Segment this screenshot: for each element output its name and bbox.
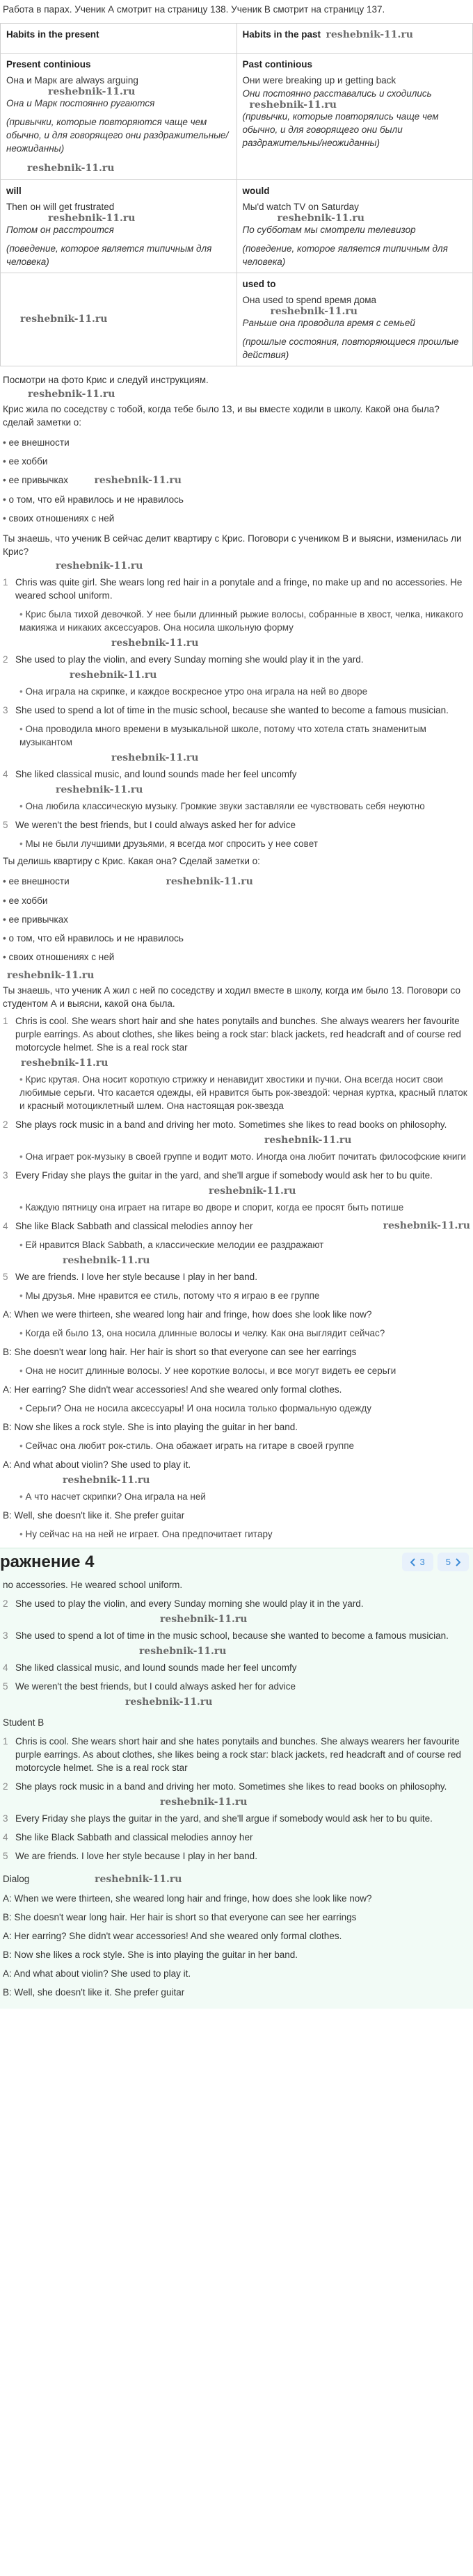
list-item: 3 Every Friday she plays the guitar in the yard, and she'll argue if somebody would ask her to bu quite. (3, 1813, 433, 1824)
watermark: reshebnik-11.ru (209, 1185, 296, 1197)
cell-would: would Mы'd watch TV on Saturday reshebnik-11.ru По субботам мы смотрели телевизор (поведение, которое является типичным для человека) (236, 180, 473, 273)
watermark: reshebnik-11.ru (160, 1614, 248, 1625)
translation: • Когда ей было 13, она носила длинные волосы и челку. Как она выглядит сейчас? (19, 1328, 385, 1338)
cell-used-to: used to Она used to spend время дома reshebnik-11.ru Раньше она проводила время с семьей (прошлые состояния, повторяющиеся прошлые действия) (236, 273, 473, 366)
watermark: reshebnik-11.ru (111, 638, 199, 649)
cell-past-continuous: Past continious Они were breaking up и getting back Они постоянно расставались и сходились reshebnik-11.ru (привычки, которые повторялись чаще чем обычно, и для говорящего они были раздражительны/неожиданны) (236, 54, 473, 180)
look-instruction: Посмотри на фото Крис и следуй инструкциям. (3, 375, 209, 385)
translation: • Мы друзья. Мне нравится ее стиль, потому что я играю в ее группе (19, 1290, 320, 1301)
exercise-4-section: ражнение 4 3 5 no accessories. He weared school uniform. 2 She used to play the violin, and every Sunday morning she would play it in the yard. reshebnik-11.ru 3 She used to spend a lot of time in the music school, because she wanted to become a famous musician. reshebnik-11.ru 4 She liked classical music, and lound sounds made her feel uncomfy 5 We weren't the best friends, but I could always asked her for advice reshebnik-11.ru Student B 1 Chris is cool. She wears short hair and she hates ponytails and bunches. She always wearers her favourite purple earrings. As about clothes, she likes being a rock star: black jackets, red headcraft and of course red motorcycle helmet. She is a real rock star 2 She plays rock music in a band and driving her moto. Sometimes she likes to read books on philosophy. reshebnik-11.ru 3 Every Friday she plays the guitar in the yard, and she'll argue if somebody would ask her to bu quite. 4 She like Black Sabbath and classical melodies annoy her 5 We are friends. I love her style because I play in her band. Dialog reshebnik-11.ru A: When we were thirteen, she weared long hair and fringe, how does she look like now? B: She doesn't wear long hair. Her hair is short so that everyone can see her earrings A: Her earring? She didn't wear accessories! And she weared only formal clothes. B: Now she likes a rock style. She is into playing the guitar in her band. A: And what about violin? She used to play it. B: Well, she doesn't like it. She prefer guitar (0, 1548, 473, 2009)
list-item: 5 We weren't the best friends, but I could always asked her for advice (3, 820, 296, 830)
list-item: 3 She used to spend a lot of time in the music school, because she wanted to become a famous musician. (3, 705, 449, 715)
watermark: reshebnik-11.ru (56, 784, 143, 795)
watermark: reshebnik-11.ru (20, 314, 108, 325)
translation: • Крис крутая. Она носит короткую стрижку и ненавидит хвостики и пучки. Она всегда носит свои любимые серьги. Что касается одежды, ей нравится быть рок-звездой: черная куртка, красный платок и красный мотоциклетный шлем. Она настоящая рок-звезда (19, 1074, 467, 1111)
watermark: reshebnik-11.ru (139, 1646, 227, 1657)
notes-list-b (0, 875, 473, 964)
translation: • Она играла на скрипке, и каждое воскресное утро она играла на ней во дворе (19, 686, 368, 697)
translation: • Серьги? Она не носила аксессуары! И она носила только формальную одежду (19, 1403, 372, 1413)
list-item: 3 Every Friday she plays the guitar in the yard, and she'll argue if somebody would ask her to bu quite. (3, 1170, 433, 1181)
list-item: 4 She like Black Sabbath and classical melodies annoy her reshebnik-11.ru (3, 1220, 470, 1231)
task-text: Работа в парах. Ученик А смотрит на страницу 138. Ученик В смотрит на страницу 137. (3, 4, 385, 15)
translation: • Она проводила много времени в музыкальной школе, потому что хотела стать знаменитым музыкантом (19, 724, 426, 747)
list-item: 4 She like Black Sabbath and classical melodies annoy her (3, 1832, 253, 1842)
translation: • Сейчас она любит рок-стиль. Она обажает играть на гитаре в своей группе (19, 1441, 355, 1451)
translation: • А что насчет скрипки? Она играла на ней (19, 1491, 206, 1502)
watermark: reshebnik-11.ru (48, 213, 136, 224)
translation: • Ну сейчас на на ней не играет. Она предпочитает гитару (19, 1529, 273, 1539)
watermark: reshebnik-11.ru (28, 389, 115, 400)
translation: • Крис была тихой девочкой. У нее были длинный рыжие волосы, собранные в хвост, челка, никакого макияжа и никаких аксессуаров. Она носила школьную форму (19, 609, 463, 633)
watermark: reshebnik-11.ru (7, 970, 95, 981)
habits-table (0, 23, 473, 366)
student-b-answers (0, 1012, 473, 1305)
translation: • Каждую пятницу она играет на гитаре во дворе и спорит, когда ее просят быть потише (19, 1202, 404, 1213)
cell-will: will Then он will get frustrated reshebnik-11.ru Потом он расстроится (поведение, которое является типичным для человека) (1, 180, 237, 273)
watermark: reshebnik-11.ru (21, 1058, 109, 1069)
watermark: reshebnik-11.ru (63, 1475, 150, 1486)
list-item: 5 We weren't the best friends, but I could always asked her for advice (3, 1681, 296, 1692)
watermark: reshebnik-11.ru (56, 560, 143, 572)
translation: • Она играет рок-музыку в своей группе и водит мото. Иногда она любит почитать философские книги (19, 1151, 466, 1162)
list-item: 4 She liked classical music, and lound sounds made her feel uncomfy (3, 769, 297, 779)
translation: • Она не носит длинные волосы. У нее короткие волосы, и все могут видеть ее серьги (19, 1366, 396, 1376)
list-item: • ее хобби (3, 894, 473, 907)
section-header (0, 1548, 473, 1575)
dialog-1: A: When we were thirteen, she weared long hair and fringe, how does she look like now? • Когда ей было 13, она носила длинные волосы и челку. Как она выглядит сейчас? B: She doesn't wear long hair. Her hair is short so that everyone can see her earrings • Она не носит длинные волосы. У нее короткие волосы, и все могут видеть ее серьги A: Her earring? She didn't wear accessories! And she weared only formal clothes. • Серьги? Она не носила аксессуары! И она носила только формальную одежду B: Now she likes a rock style. She is into playing the guitar in her band. • Сейчас она любит рок-стиль. Она обажает играть на гитаре в своей группе A: And what about violin? She used to play it. reshebnik-11.ru • А что насчет скрипки? Она играла на ней B: Well, she doesn't like it. She prefer guitar • Ну сейчас на на ней не играет. Она предпочитает гитару (0, 1305, 473, 1544)
watermark: reshebnik-11.ru (326, 29, 413, 40)
watermark: reshebnik-11.ru (160, 1797, 248, 1808)
watermark: reshebnik-11.ru (94, 475, 182, 486)
list-item: • ее привычках (3, 913, 473, 926)
question-a: Крис жила по соседству с тобой, когда тебе было 13, и вы вместе ходили в школу. Какой она была? сделай заметки о: (3, 404, 440, 428)
list-item: 5 We are friends. I love her style because I play in her band. (3, 1272, 257, 1282)
watermark: reshebnik-11.ru (264, 1135, 352, 1146)
watermark: reshebnik-11.ru (270, 306, 358, 317)
section-title: ражнение 4 (0, 1553, 95, 1571)
watermark: reshebnik-11.ru (63, 1255, 150, 1266)
list-item: 2 She used to play the violin, and every Sunday morning she would play it in the yard. (3, 654, 364, 665)
dialog-label: Dialog (3, 1874, 30, 1884)
notes-list-a (0, 436, 473, 525)
list-item: • ее хобби (3, 455, 473, 468)
question-b: Ты делишь квартиру с Крис. Какая она? Сделай заметки о: (3, 856, 260, 866)
watermark: reshebnik-11.ru (277, 213, 364, 224)
list-item: 5 We are friends. I love her style because I play in her band. (3, 1851, 257, 1861)
question-a2: Ты знаешь, что ученик В сейчас делит квартиру с Крис. Поговори с учеником В и выясни, изменилась ли Крис? (3, 533, 462, 557)
watermark: reshebnik-11.ru (166, 876, 253, 887)
watermark: reshebnik-11.ru (70, 670, 157, 681)
watermark: reshebnik-11.ru (27, 163, 115, 174)
pager (402, 1553, 469, 1571)
table-head-present: Habits in the present (1, 24, 237, 54)
list-item: 3 She used to spend a lot of time in the music school, because she wanted to become a famous musician. (3, 1630, 449, 1641)
list-item: 2 She plays rock music in a band and driving her moto. Sometimes she likes to read books on philosophy. (3, 1119, 447, 1130)
watermark: reshebnik-11.ru (383, 1220, 470, 1231)
watermark: reshebnik-11.ru (249, 99, 337, 111)
list-item: • о том, что ей нравилось и не нравилось (3, 932, 473, 945)
list-item: 4 She liked classical music, and lound sounds made her feel uncomfy (3, 1662, 297, 1673)
chevron-right-icon (455, 1558, 460, 1566)
watermark: reshebnik-11.ru (48, 86, 136, 97)
cell-empty (1, 273, 237, 366)
watermark: reshebnik-11.ru (111, 752, 199, 763)
question-b2: Ты знаешь, что ученик А жил с ней по соседству и ходил вместе в школу, когда им было 13. Поговори со студентом А и выясни, какой она была. (3, 985, 460, 1009)
list-item: 1 Chris is cool. She wears short hair and she hates ponytails and bunches. She always wearers her favourite purple earrings. As about clothes, she likes being a rock star: black jackets, red headcraft and of course red motorcycle helmet. She is a real rock star (3, 1736, 461, 1773)
list-item: • своих отношениях с ней (3, 512, 473, 525)
list-item: 1 Chris was quite girl. She wears long red hair in a ponytale and a fringe, no make up and no accessories. He weared school uniform. (3, 577, 463, 601)
translation: • Ей нравится Black Sabbath, а классические мелодии ее раздражают (19, 1240, 324, 1250)
list-item: 2 She plays rock music in a band and driving her moto. Sometimes she likes to read books on philosophy. (3, 1781, 447, 1792)
list-item: • ее внешности (3, 436, 473, 449)
student-b-label: Student B (3, 1717, 45, 1728)
prev-exercise-button[interactable]: 3 (402, 1553, 433, 1571)
list-item: • своих отношениях с ней (3, 950, 473, 964)
watermark: reshebnik-11.ru (95, 1874, 182, 1885)
student-a-answers (0, 573, 473, 853)
chevron-left-icon (410, 1558, 416, 1566)
list-item: 2 She used to play the violin, and every Sunday morning she would play it in the yard. (3, 1598, 364, 1609)
list-item: • ее привычках reshebnik-11.ru (3, 473, 473, 487)
next-exercise-button[interactable]: 5 (438, 1553, 469, 1571)
cell-present-continuous: Present continious Она и Марк are always arguing reshebnik-11.ru Она и Марк постоянно ругаются (привычки, которые повторяются чаще чем обычно, и для говорящего они раздражительные/неожиданны) reshebnik-11.ru (1, 54, 237, 180)
table-head-past: Habits in the past reshebnik-11.ru (236, 24, 473, 54)
translation: • Она любила классическую музыку. Громкие звуки заставляли ее чувствовать себя неуютно (19, 801, 425, 811)
list-item: • о том, что ей нравилось и не нравилось (3, 493, 473, 506)
watermark: reshebnik-11.ru (125, 1696, 213, 1708)
list-item: • ее внешности reshebnik-11.ru (3, 875, 473, 889)
translation: • Мы не были лучшими друзьями, я всегда мог спросить у нее совет (19, 839, 318, 849)
list-item: 1 Chris is cool. She wears short hair and she hates ponytails and bunches. She always wearers her favourite purple earrings. As about clothes, she likes being a rock star: black jackets, red headcraft and of course red motorcycle helmet. She is a real rock star (3, 1016, 461, 1053)
